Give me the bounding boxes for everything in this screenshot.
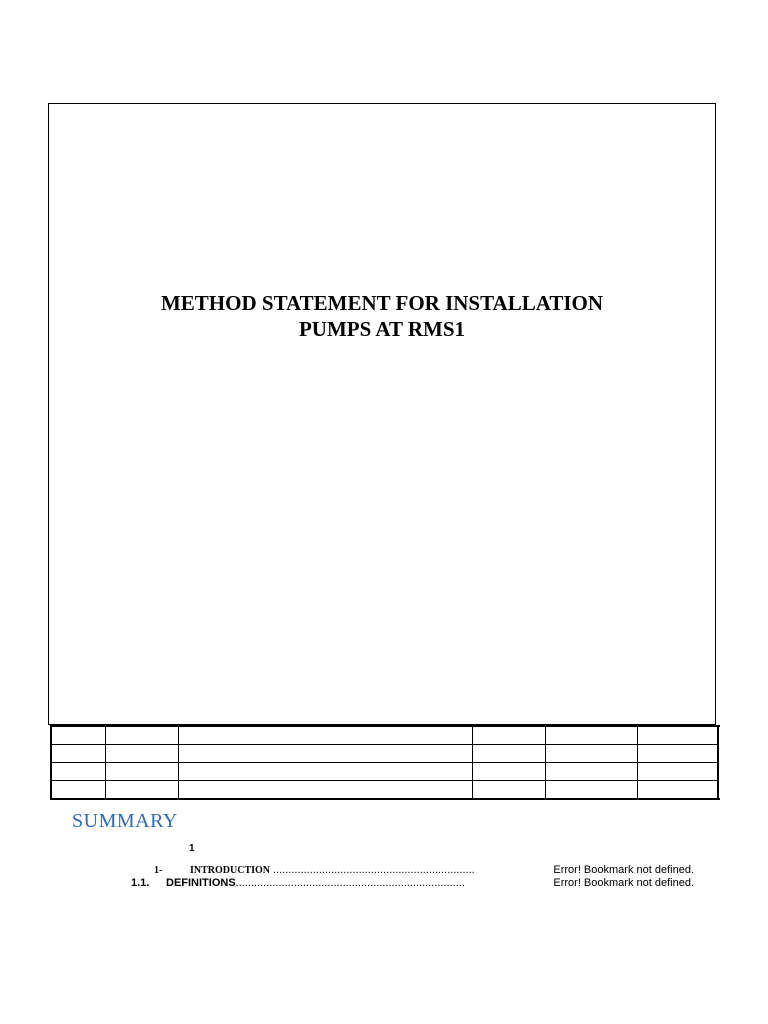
- toc-entry-label: INTRODUCTION: [190, 865, 271, 876]
- table-cell: [105, 726, 178, 745]
- table-cell: [51, 745, 105, 763]
- revision-table: [50, 725, 719, 800]
- title-line-2: PUMPS AT RMS1: [298, 317, 466, 341]
- table-row: [51, 745, 718, 763]
- toc-entry-label: DEFINITIONS: [166, 877, 236, 889]
- table-cell: [178, 745, 472, 763]
- table-cell: [637, 745, 718, 763]
- table-cell: [51, 781, 105, 800]
- table-cell: [472, 745, 545, 763]
- table-cell: [51, 726, 105, 745]
- table-cell: [105, 763, 178, 781]
- table-cell: [545, 763, 637, 781]
- toc-entry-number: 1-: [154, 865, 163, 876]
- table-cell: [637, 726, 718, 745]
- table-cell: [637, 763, 718, 781]
- table-cell: [545, 781, 637, 800]
- table-cell: [472, 781, 545, 800]
- table-cell: [472, 763, 545, 781]
- table-cell: [545, 726, 637, 745]
- table-cell: [178, 781, 472, 800]
- table-row: [51, 726, 718, 745]
- cover-frame: [48, 103, 716, 725]
- toc-entry-page: Error! Bookmark not defined.: [553, 864, 694, 876]
- document-title: [49, 290, 715, 342]
- table-cell: [105, 745, 178, 763]
- toc-leader-dots: ..................................................................: [273, 864, 475, 876]
- table-cell: [472, 726, 545, 745]
- toc-entry-page: Error! Bookmark not defined.: [553, 877, 694, 889]
- toc-entry-number: 1.1.: [131, 877, 150, 889]
- toc-page-marker: 1: [189, 843, 195, 854]
- table-row: [51, 763, 718, 781]
- table-cell: [178, 726, 472, 745]
- summary-heading: SUMMARY: [72, 810, 178, 832]
- table-cell: [637, 781, 718, 800]
- table-cell: [105, 781, 178, 800]
- table-row: [51, 781, 718, 800]
- toc-entry-introduction[interactable]: [154, 864, 694, 878]
- toc-entry-definitions[interactable]: [131, 877, 694, 891]
- table-cell: [178, 763, 472, 781]
- table-cell: [545, 745, 637, 763]
- title-line-1: METHOD STATEMENT FOR INSTALLATION: [160, 291, 604, 315]
- toc-leader-dots: ...........................................................................: [235, 877, 465, 889]
- table-cell: [51, 763, 105, 781]
